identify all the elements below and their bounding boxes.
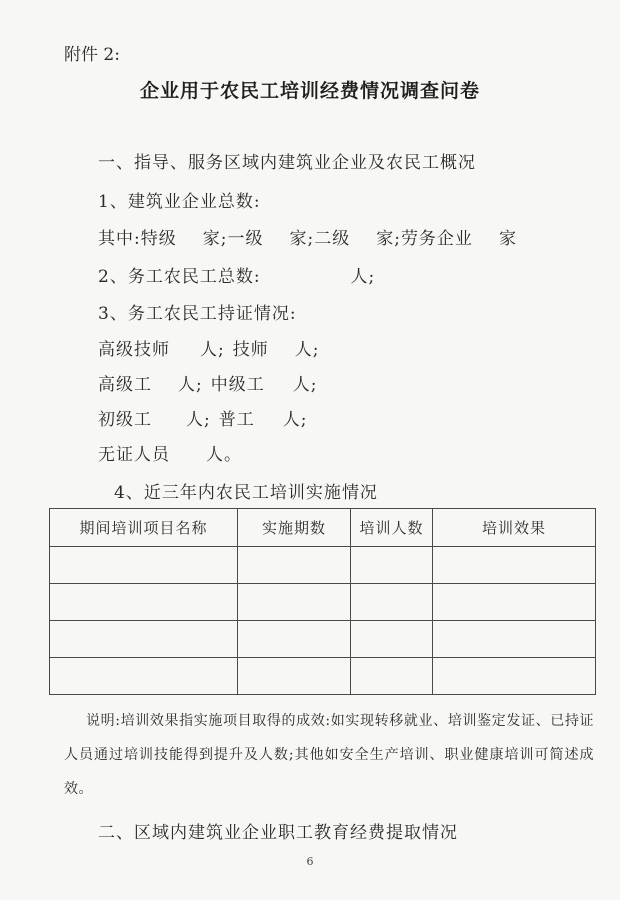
item-2-unit: 人; [350, 267, 376, 287]
section-2-heading: 二、区域内建筑业企业职工教育经费提取情况 [98, 823, 458, 843]
attachment-label: 附件 2: [64, 45, 120, 65]
unit-label: 人; [282, 410, 308, 430]
unit-label: 人; [294, 340, 320, 360]
grade-special-label: 特级 [140, 229, 177, 249]
unit-label: 人; [292, 375, 318, 395]
unit-label: 人。 [206, 445, 242, 465]
cert-row-1 [98, 335, 319, 360]
table-cell[interactable] [238, 547, 351, 584]
table-cell[interactable] [351, 584, 433, 621]
table-cell[interactable] [433, 621, 596, 658]
item-2-line [98, 262, 375, 287]
grade-second-label: 二级 [314, 229, 351, 249]
grade-line [98, 224, 517, 249]
column-header: 期间培训项目名称 [50, 509, 238, 547]
table-row [50, 584, 596, 621]
table-cell[interactable] [238, 621, 351, 658]
table-cell[interactable] [50, 621, 238, 658]
cert-junior-worker-label: 初级工 [98, 410, 152, 430]
unit-label: 人; [178, 375, 203, 395]
grade-first-unit: 家; [289, 229, 315, 249]
cert-row-4 [98, 440, 242, 465]
grade-labor-label: 劳务企业 [400, 229, 473, 249]
section-1-heading: 一、指导、服务区域内建筑业企业及农民工概况 [98, 153, 476, 173]
item-3-label: 3、务工农民工持证情况: [98, 304, 297, 324]
table-cell[interactable] [238, 658, 351, 695]
table-cell[interactable] [50, 658, 238, 695]
table-header-row [50, 509, 596, 547]
cert-general-worker-label: 普工 [218, 410, 255, 430]
cert-uncertified-label: 无证人员 [98, 445, 170, 465]
table-cell[interactable] [50, 584, 238, 621]
item-4-label: 4、近三年内农民工培训实施情况 [114, 483, 378, 503]
item-2-label: 2、务工农民工总数: [98, 267, 261, 287]
unit-label: 人; [200, 340, 225, 360]
table-cell[interactable] [433, 584, 596, 621]
cert-intermediate-worker-label: 中级工 [210, 375, 265, 395]
table-cell[interactable] [50, 547, 238, 584]
table-cell[interactable] [351, 658, 433, 695]
table-row [50, 658, 596, 695]
cert-row-3 [98, 405, 307, 430]
cert-row-2 [98, 370, 317, 395]
grade-second-unit: 家; [376, 229, 401, 249]
unit-label: 人; [186, 410, 211, 430]
grade-prefix: 其中: [98, 229, 141, 249]
table-row [50, 621, 596, 658]
table-cell[interactable] [433, 658, 596, 695]
cert-technician-label: 技师 [232, 340, 269, 360]
table-note: 说明:培训效果指实施项目取得的成效:如实现转移就业、培训鉴定发证、已持证人员通过培训技能得到提升及人数;其他如安全生产培训、职业健康培训可简述成效。 [64, 713, 594, 797]
grade-labor-unit: 家 [498, 229, 517, 249]
grade-first-label: 一级 [227, 229, 264, 249]
cert-senior-worker-label: 高级工 [98, 375, 152, 395]
page-title: 企业用于农民工培训经费情况调查问卷 [139, 80, 480, 102]
grade-special-unit: 家; [202, 229, 228, 249]
table-row [50, 547, 596, 584]
column-header: 实施期数 [238, 509, 351, 547]
page-number: 6 [306, 855, 314, 868]
column-header: 培训效果 [433, 509, 596, 547]
table-cell[interactable] [433, 547, 596, 584]
training-table [49, 508, 596, 695]
item-1-label: 1、建筑业企业总数: [98, 192, 261, 212]
table-cell[interactable] [238, 584, 351, 621]
table-cell[interactable] [351, 547, 433, 584]
table-cell[interactable] [351, 621, 433, 658]
column-header: 培训人数 [351, 509, 433, 547]
cert-senior-technician-label: 高级技师 [98, 340, 170, 360]
